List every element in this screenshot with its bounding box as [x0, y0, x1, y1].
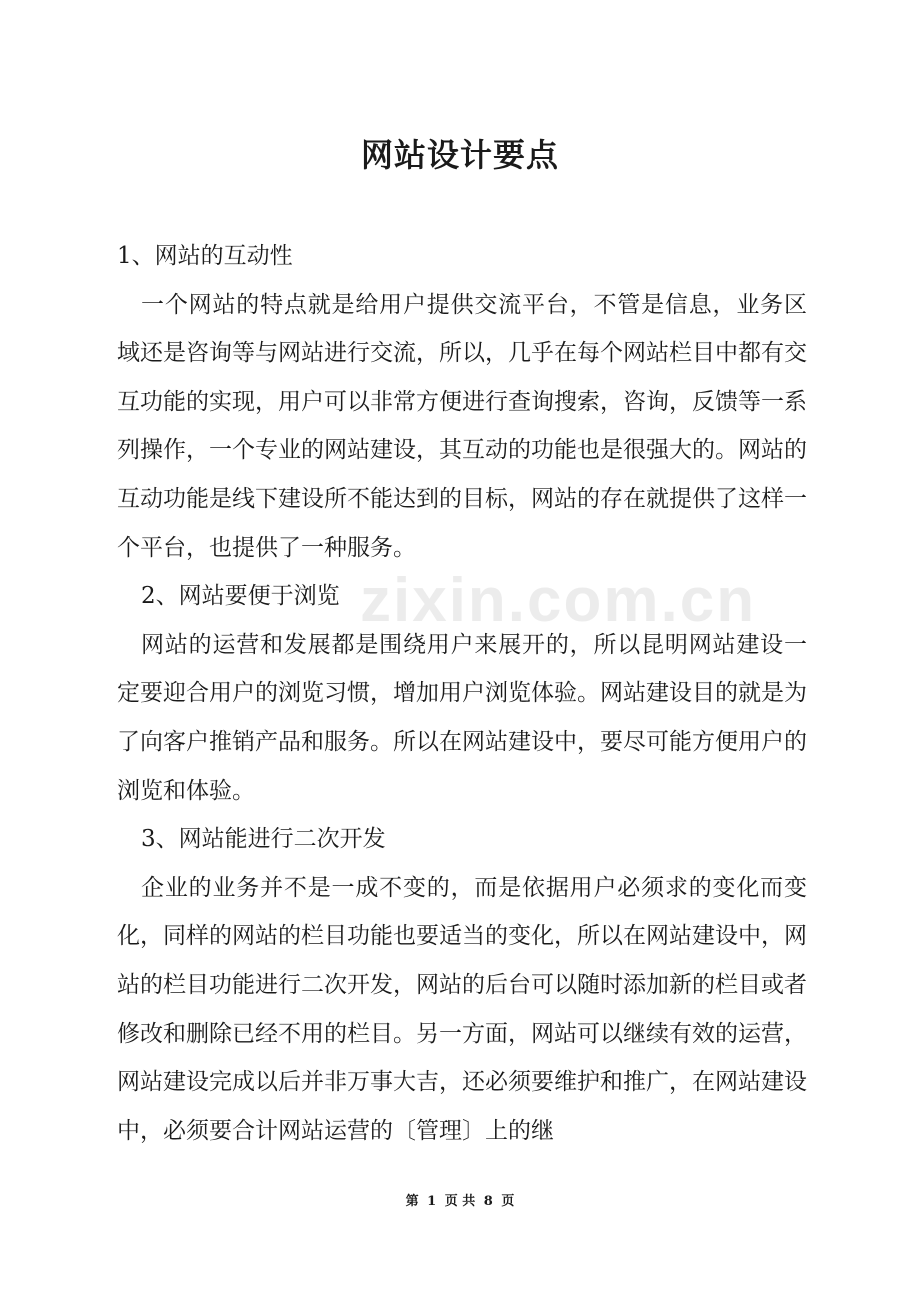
watermark: zixin.com.cn — [360, 566, 757, 635]
page-footer — [0, 1190, 920, 1209]
footer-page-number: 1 — [427, 1194, 437, 1209]
footer-total-pages: 8 — [483, 1194, 493, 1209]
footer-prefix: 第 — [405, 1194, 419, 1209]
page-title: 网站设计要点 — [360, 136, 559, 174]
section-heading-1: 1、网站的互动性 — [117, 243, 293, 269]
footer-mid: 页 共 — [444, 1194, 476, 1209]
section-heading-2: 2、网站要便于浏览 — [141, 583, 340, 610]
document-body — [117, 232, 807, 1155]
paragraph-3: 企业的业务并不是一成不变的，而是依据用户必须求的变化而变化，同样的网站的栏目功能也要适当的变化，所以在网站建设中，网站的栏目功能进行二次开发，网站的后台可以随时添加新的栏目或者修改和删除已经不用的栏目。另一方面，网站可以继续有效的运营，网站建设完成以后并非万事大吉，还必须要维护和推广，在网站建设中，必须要合计网站运营的〔管理〕上的继 — [117, 874, 807, 1144]
footer-suffix: 页 — [501, 1194, 515, 1209]
section-heading-3: 3、网站能进行二次开发 — [141, 826, 386, 853]
paragraph-2: 网站的运营和发展都是围绕用户来展开的，所以昆明网站建设一定要迎合用户的浏览习惯，增加用户浏览体验。网站建设目的就是为了向客户推销产品和服务。所以在网站建设中，要尽可能方便用户的浏览和体验。 — [117, 631, 807, 804]
paragraph-1: 一个网站的特点就是给用户提供交流平台，不管是信息，业务区域还是咨询等与网站进行交流，所以，几乎在每个网站栏目中都有交互功能的实现，用户可以非常方便进行查询搜索，咨询，反馈等一系列操作，一个专业的网站建设，其互动的功能也是很强大的。网站的互动功能是线下建设所不能达到的目标，网站的存在就提供了这样一个平台，也提供了一种服务。 — [117, 291, 807, 561]
